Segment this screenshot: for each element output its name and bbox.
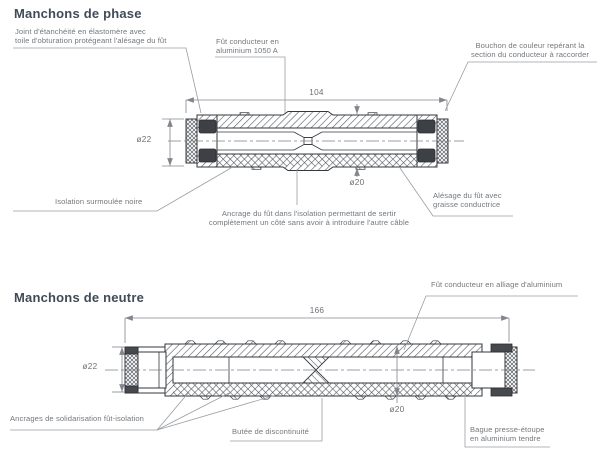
neutre-sleeve-drawing — [105, 341, 535, 399]
neutre-length-dimension: 166 — [309, 306, 325, 315]
neutre-section-title: Manchons de neutre — [14, 290, 145, 305]
phase-section-title: Manchons de phase — [14, 6, 142, 21]
label-joint-etancheite — [15, 27, 166, 46]
label-ancrages-solidarisation — [10, 414, 144, 423]
label-fut-conducteur-neutre — [431, 280, 562, 289]
label-ancrage-fut — [200, 209, 418, 228]
phase-sleeve-drawing — [168, 112, 464, 171]
label-line: Ancrages de solidarisation fût-isolation — [10, 414, 145, 423]
label-butee-discontinuite — [232, 427, 309, 436]
label-line: Joint d'étanchéité en élastomère avec — [15, 27, 146, 36]
phase-outer-diameter-dimension: ø22 — [136, 135, 152, 144]
label-line: Butée de discontinuité — [232, 427, 309, 436]
label-line: aluminium 1050 A — [216, 46, 278, 56]
label-line: Bague presse-étoupe — [470, 425, 545, 434]
label-line: graisse conductrice — [433, 200, 501, 210]
label-line: Alésage du fût avec — [433, 191, 502, 200]
label-line: Bouchon de couleur repérant la — [475, 41, 585, 50]
label-isolation-surmoulee — [55, 197, 142, 206]
label-fut-conducteur-phase — [216, 37, 279, 56]
label-bague-presse-etoupe — [470, 425, 545, 444]
label-line: Ancrage du fût dans l'isolation permettant de sertir — [221, 209, 397, 218]
label-line: Isolation surmoulée noire — [55, 197, 143, 206]
label-line: complètement un côté sans avoir à introduire l'autre câble — [208, 218, 410, 228]
label-bouchon-couleur — [460, 41, 600, 60]
label-line: section du conducteur à raccorder — [470, 50, 590, 60]
neutre-inner-diameter-dimension: ø20 — [389, 405, 405, 414]
label-line: Fût conducteur en — [216, 37, 279, 46]
phase-leader-lines — [13, 48, 597, 216]
label-line: Fût conducteur en alliage d'aluminium — [431, 280, 563, 289]
phase-inner-diameter-dimension: ø20 — [349, 178, 365, 187]
label-line: toile d'obturation protégeant l'alésage du fût — [15, 36, 167, 46]
label-alesage-graisse — [433, 191, 502, 210]
phase-length-dimension: 104 — [309, 88, 324, 97]
label-line: en aluminium tendre — [470, 434, 541, 444]
neutre-outer-diameter-dimension: ø22 — [82, 362, 98, 371]
